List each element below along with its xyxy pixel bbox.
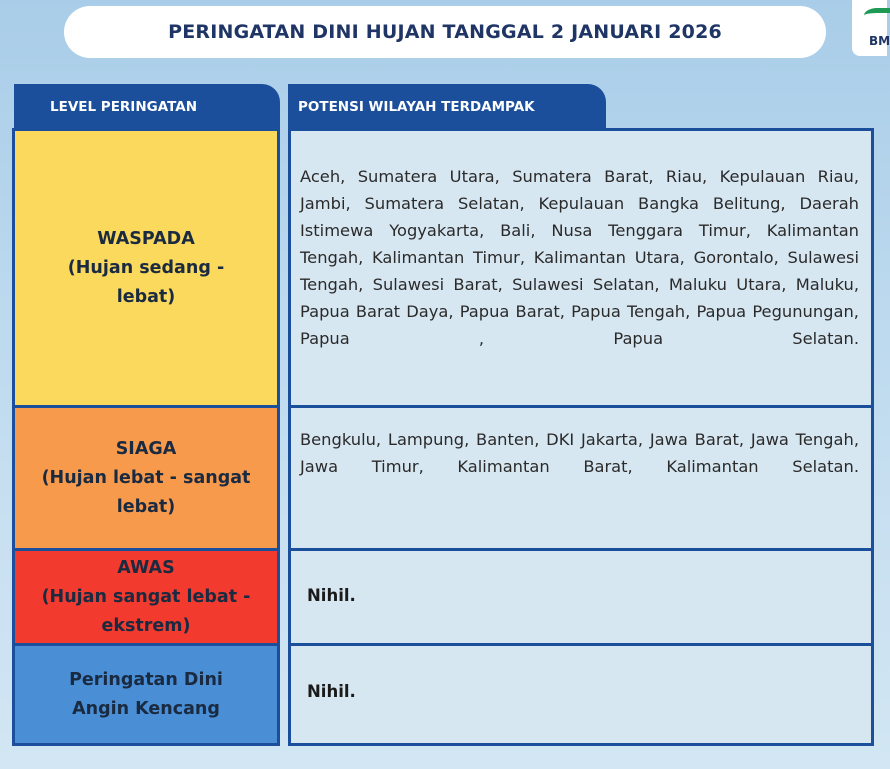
header-area (288, 84, 606, 130)
level-name: AWAS (117, 557, 175, 578)
title-banner (64, 6, 826, 58)
level-desc: (Hujan sangat lebat - ekstrem) (41, 586, 251, 636)
logo-text: BM (869, 34, 890, 48)
logo-swoosh-icon (864, 8, 890, 23)
level-desc: (Hujan lebat - sangat lebat) (41, 467, 251, 517)
page-title: PERINGATAN DINI HUJAN TANGGAL 2 JANUARI 2026 (168, 21, 722, 43)
level-cell-awas (12, 548, 280, 646)
level-cell-siaga (12, 405, 280, 551)
area-cell-siaga (288, 405, 874, 551)
area-nil-text: Nihil. (307, 586, 356, 605)
level-cell-angin-kencang (12, 643, 280, 746)
area-cell-angin-kencang (288, 643, 874, 746)
header-level-label: LEVEL PERINGATAN (50, 99, 198, 115)
header-level (14, 84, 280, 130)
level-cell-waspada (12, 128, 280, 408)
header-area-label: POTENSI WILAYAH TERDAMPAK (298, 99, 535, 115)
area-text: Bengkulu, Lampung, Banten, DKI Jakarta, Jawa Barat, Jawa Tengah, Jawa Timur, Kalimantan Barat, Kalimantan Selatan. (300, 430, 859, 476)
level-name: WASPADA (97, 228, 195, 249)
bmkg-logo (852, 0, 890, 56)
level-name: Peringatan Dini Angin Kencang (69, 669, 223, 719)
area-text: Aceh, Sumatera Utara, Sumatera Barat, Riau, Kepulauan Riau, Jambi, Sumatera Selatan, Kepulauan Bangka Belitung, Daerah Istimewa Yogyakarta, Bali, Nusa Tenggara Timur, Kalimantan Tengah, Kalimantan Timur, Kalimantan Utara, Gorontalo, Sulawesi Tengah, Sulawesi Barat, Sulawesi Selatan, Maluku Utara, Maluku, Papua Barat Daya, Papua Barat, Papua Tengah, Papua Pegunungan, Papua , Papua Selatan. (300, 167, 859, 348)
area-cell-awas (288, 548, 874, 646)
level-name: SIAGA (115, 438, 177, 459)
area-nil-text: Nihil. (307, 682, 356, 701)
area-cell-waspada (288, 128, 874, 408)
level-desc: (Hujan sedang - lebat) (67, 257, 225, 307)
